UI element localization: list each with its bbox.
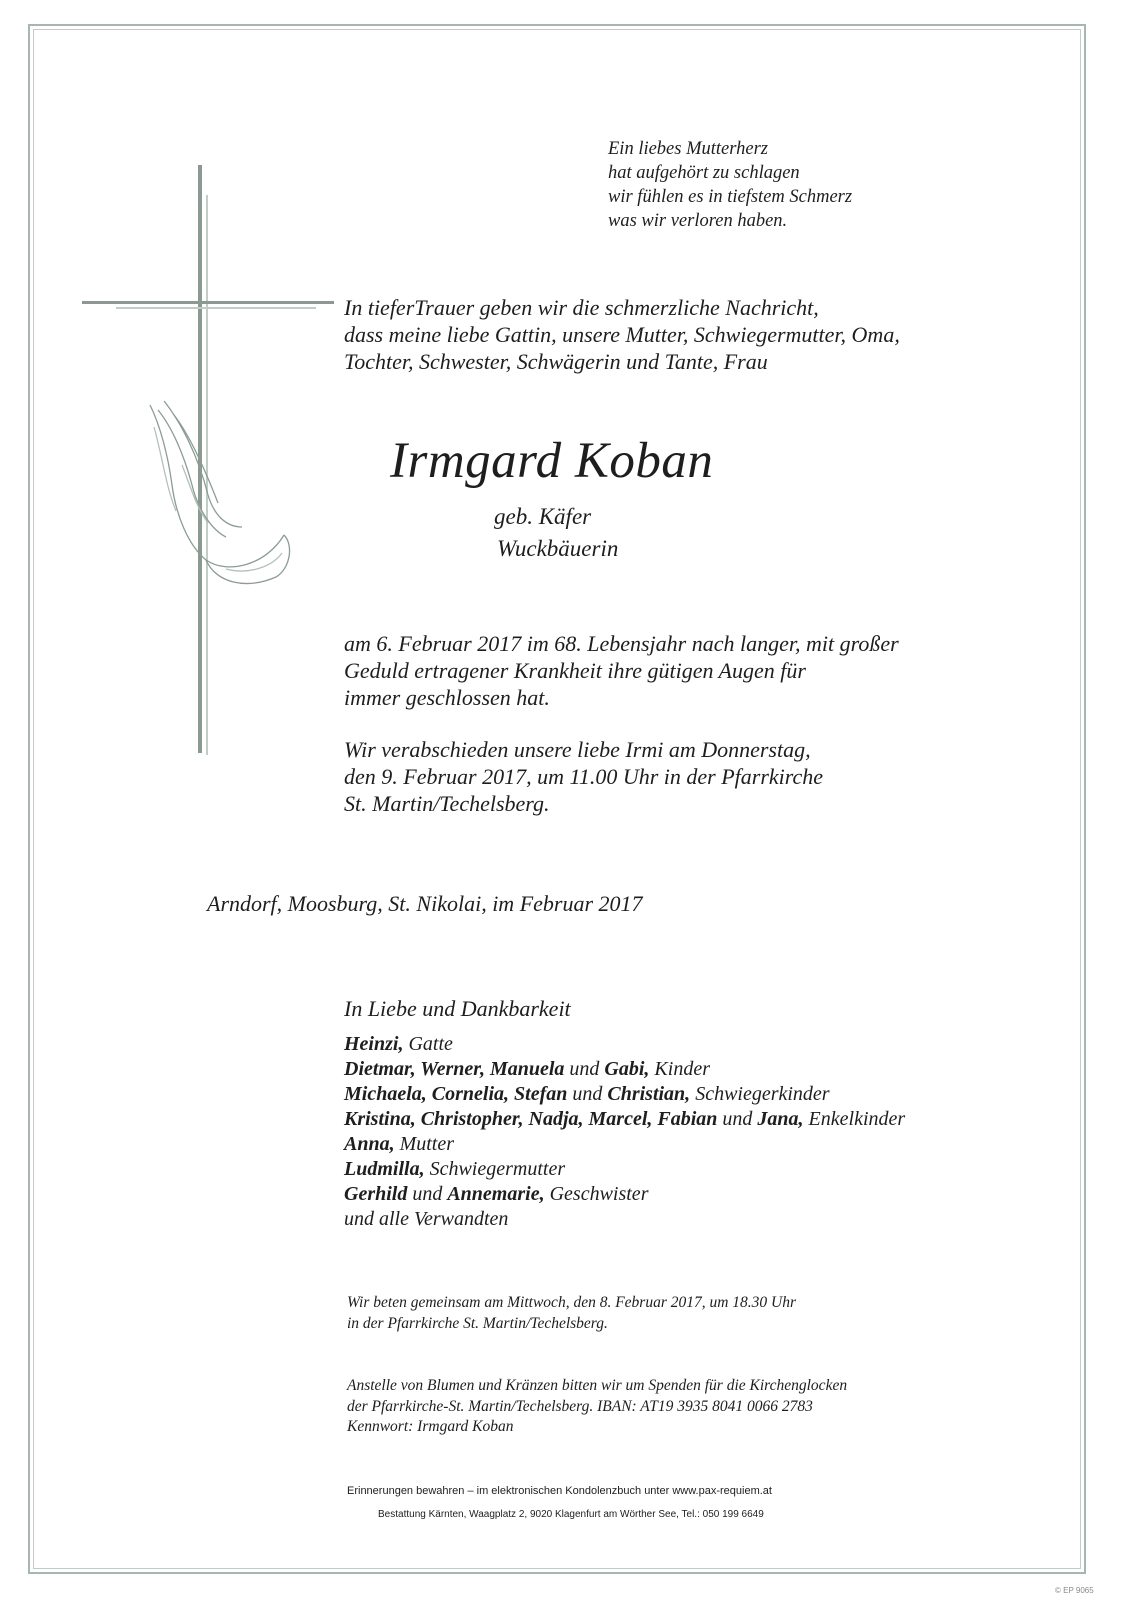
farewell-line: den 9. Februar 2017, um 11.00 Uhr in der Pfarrkirche	[344, 764, 824, 789]
mourner-row	[344, 1207, 905, 1232]
mourner-relation: Gatte	[403, 1033, 453, 1055]
intro-line: dass meine liebe Gattin, unsere Mutter, Schwiegermutter, Oma,	[344, 322, 900, 347]
farewell-notice	[344, 736, 823, 817]
mourner-name: Gerhild	[344, 1183, 408, 1205]
mourner-relation: Schwiegermutter	[424, 1158, 566, 1180]
deceased-title: Wuckbäuerin	[497, 536, 619, 561]
mourner-relation: und	[564, 1058, 605, 1080]
intro-line: Tochter, Schwester, Schwägerin und Tante, Frau	[344, 349, 768, 374]
print-code: © EP 9065	[1055, 1586, 1094, 1595]
donation-line: der Pfarrkirche-St. Martin/Techelsberg. IBAN: AT19 3935 8041 0066 2783	[347, 1397, 813, 1415]
prayer-line: Wir beten gemeinsam am Mittwoch, den 8. Februar 2017, um 18.30 Uhr	[347, 1294, 797, 1311]
death-line: Geduld ertragener Krankheit ihre gütigen Augen für	[344, 658, 806, 683]
motto-line: was wir verloren haben.	[608, 211, 788, 231]
mourner-name: Ludmilla,	[344, 1158, 425, 1180]
donation-line: Anstelle von Blumen und Kränzen bitten wir um Spenden für die Kirchenglocken	[347, 1377, 848, 1394]
cross-praying-hands-icon	[76, 165, 336, 785]
mourners-list	[344, 1032, 905, 1232]
mourner-row	[344, 1182, 905, 1207]
mourner-relation: und	[717, 1108, 758, 1130]
motto-verse	[608, 137, 852, 233]
mourner-row	[344, 1132, 905, 1157]
mourner-row	[344, 1057, 905, 1082]
motto-line: hat aufgehört zu schlagen	[608, 163, 800, 183]
undertaker-footer: Bestattung Kärnten, Waagplatz 2, 9020 Klagenfurt am Wörther See, Tel.: 050 199 6649	[378, 1509, 764, 1520]
farewell-line: St. Martin/Techelsberg.	[344, 791, 550, 816]
death-line: am 6. Februar 2017 im 68. Lebensjahr nach langer, mit großer	[344, 631, 899, 656]
motto-line: Ein liebes Mutterherz	[608, 139, 768, 159]
mourner-row	[344, 1082, 905, 1107]
mourner-name: Kristina, Christopher, Nadja, Marcel, Fabian	[344, 1108, 718, 1130]
mourner-name: Jana,	[757, 1108, 804, 1130]
prayer-line: in der Pfarrkirche St. Martin/Techelsberg.	[347, 1315, 608, 1332]
donation-notice	[347, 1376, 847, 1438]
intro-line: In tieferTrauer geben wir die schmerzliche Nachricht,	[344, 295, 819, 320]
donation-line: Kennwort: Irmgard Koban	[347, 1418, 514, 1435]
mourner-relation: Kinder	[649, 1058, 710, 1080]
mourner-relation: und	[407, 1183, 448, 1205]
mourner-relation: und	[567, 1083, 608, 1105]
mourner-relation: Enkelkinder	[803, 1108, 906, 1130]
mourner-name: Annemarie,	[447, 1183, 545, 1205]
mourner-row	[344, 1032, 905, 1057]
mourner-relation: Geschwister	[544, 1183, 649, 1205]
mourner-relation: Schwiegerkinder	[690, 1083, 830, 1105]
motto-line: wir fühlen es in tiefstem Schmerz	[608, 187, 853, 207]
place-date: Arndorf, Moosburg, St. Nikolai, im Februar 2017	[207, 891, 643, 916]
mourner-relation: Mutter	[394, 1133, 455, 1155]
mourner-name: Dietmar, Werner, Manuela	[344, 1058, 565, 1080]
cross-icon	[82, 165, 334, 755]
mourner-name: Heinzi,	[344, 1033, 404, 1055]
mourner-name: Michaela, Cornelia, Stefan	[344, 1083, 568, 1105]
mourner-row	[344, 1107, 905, 1132]
mourner-name: Christian,	[607, 1083, 691, 1105]
mourner-relation: und alle Verwandten	[344, 1208, 509, 1230]
deceased-name: Irmgard Koban	[390, 433, 714, 489]
prayer-notice	[347, 1292, 796, 1334]
intro-paragraph	[344, 294, 900, 375]
mourner-row	[344, 1157, 905, 1182]
farewell-line: Wir verabschieden unsere liebe Irmi am Donnerstag,	[344, 737, 811, 762]
birth-name: geb. Käfer	[494, 504, 592, 529]
condolence-footer: Erinnerungen bewahren – im elektronischen Kondolenzbuch unter www.pax-requiem.at	[347, 1485, 772, 1497]
mourners-heading: In Liebe und Dankbarkeit	[344, 996, 571, 1021]
death-notice	[344, 630, 899, 711]
mourner-name: Gabi,	[604, 1058, 650, 1080]
mourner-name: Anna,	[344, 1133, 395, 1155]
death-line: immer geschlossen hat.	[344, 685, 550, 710]
praying-hands-icon	[150, 401, 290, 583]
